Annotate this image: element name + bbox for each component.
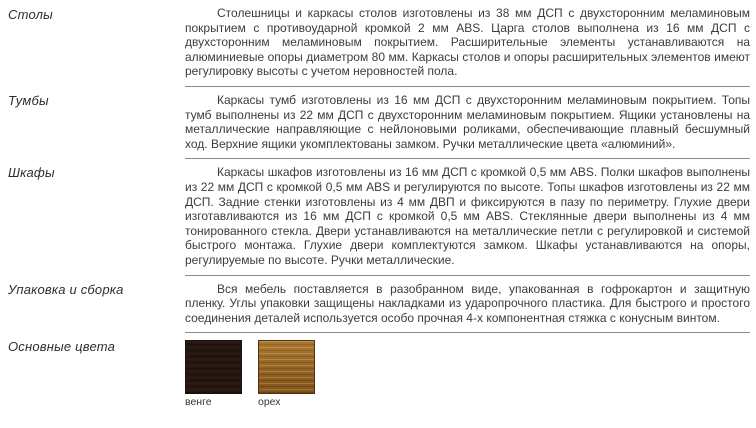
section-title-packaging: Упаковка и сборка (8, 281, 124, 297)
section-label-column (0, 158, 185, 274)
section-label-column (0, 0, 185, 86)
section-colors (0, 332, 756, 416)
swatch-figure-wenge (185, 340, 242, 409)
section-content (185, 86, 750, 158)
section-content (185, 158, 750, 274)
section-text-tables: Столешницы и каркасы столов изготовлены из 38 мм ДСП с двухсторонним меламиновым покрытием с противоударной кромкой 2 мм ABS. Царга столов выполнена из 16 мм ДСП с двухсторонним меламиновым покрытием. Расширительные элементы устанавливаются на алюминиевые опоры диаметром 80 мм. Каркасы столов и опоры расширительных элементов имеют регулировку высоты с учетом неровностей пола. (185, 6, 750, 79)
color-swatch-wenge (185, 340, 242, 394)
color-swatch-row (185, 339, 750, 409)
section-text-wardrobes: Каркасы шкафов изготовлены из 16 мм ДСП с кромкой 0,5 мм ABS. Полки шкафов выполнены из 22 мм ДСП с кромкой 0,5 мм ABS и регулируются по высоте. Топы шкафов изготовлены из 22 мм ДСП. Задние стенки изготовлены из 4 мм ДВП и фиксируются в пазу по периметру. Глухие двери изготавливаются из 16 мм ДСП с кромкой 0,5 мм ABS. Стеклянные двери выполнены из 4 мм тонированного стекла. Двери устанавливаются на металлические петли с регулировкой и системой быстрого монтажа. Глухие двери комплектуются замком. Шкафы устанавливаются на опоры, регулируемые по высоте. Ручки металлические. (185, 165, 750, 267)
section-content (185, 0, 750, 86)
section-title-cabinets: Тумбы (8, 92, 49, 108)
section-text-cabinets: Каркасы тумб изготовлены из 16 мм ДСП с двухсторонним меламиновым покрытием. Топы тумб выполнены из 22 мм ДСП с двухсторонним меламиновым покрытием. Ящики установлены на металлические направляющие с нейлоновыми роликами, обеспечивающие плавный бесшумный ход. Верхние ящики укомплектованы замком. Ручки металлические цвета «алюминий». (185, 92, 750, 151)
section-title-tables: Столы (8, 7, 53, 22)
section-cabinets (0, 86, 756, 158)
section-tables (0, 0, 756, 86)
section-packaging (0, 275, 756, 333)
section-wardrobes (0, 158, 756, 274)
section-label-column (0, 275, 185, 333)
section-label-column (0, 86, 185, 158)
section-title-colors: Основные цвета (8, 339, 116, 355)
section-content (185, 275, 750, 333)
section-title-wardrobes: Шкафы (8, 165, 55, 181)
section-text-packaging: Вся мебель поставляется в разобранном виде, упакованная в гофрокартон и защитную пленку. Углы упаковки защищены накладками из ударопрочного пластика. Для быстрого и простого соединения деталей используется особо прочная 4-х компонентная стяжка с конусным винтом. (185, 281, 750, 325)
section-content (185, 332, 750, 416)
swatch-label-wenge: венге (185, 396, 212, 409)
swatch-label-walnut: орех (258, 396, 281, 409)
section-label-column (0, 332, 185, 416)
swatch-figure-walnut (258, 340, 315, 409)
color-swatch-walnut (258, 340, 315, 394)
